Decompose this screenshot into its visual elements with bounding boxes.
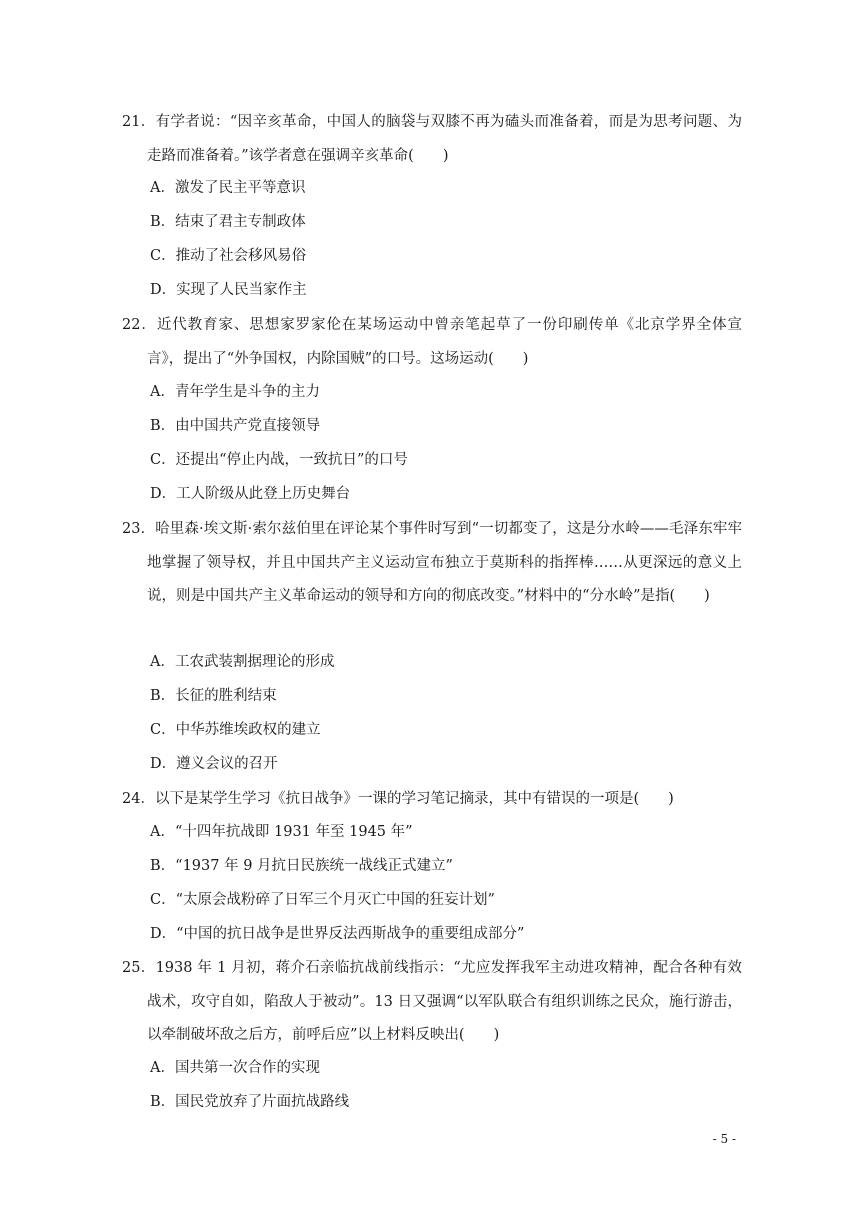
question-21 <box>122 106 742 173</box>
question-stem: 有学者说：“因辛亥革命，中国人的脑袋与双膝不再为磕头而准备着，而是为思考问题、为走路而准备着。”该学者意在强调辛亥革命( ) <box>147 114 742 164</box>
option-23-a: A．工农武装割据理论的形成 <box>150 654 335 670</box>
option-24-b: B．“1937 年 9 月抗日民族统一战线正式建立” <box>150 858 453 874</box>
option-22-c: C．还提出“停止内战，一致抗日”的口号 <box>150 452 408 468</box>
question-24 <box>122 783 742 817</box>
question-number: 23． <box>122 521 156 537</box>
option-25-a: A．国共第一次合作的实现 <box>150 1060 320 1076</box>
question-number: 22． <box>122 317 157 333</box>
option-21-a: A．激发了民主平等意识 <box>150 180 306 196</box>
option-23-b: B．长征的胜利结束 <box>150 688 277 704</box>
option-21-c: C．推动了社会移风易俗 <box>150 248 307 264</box>
page-number: - 5 - <box>712 1132 736 1146</box>
option-21-b: B．结束了君主专制政体 <box>150 214 306 230</box>
question-stem: 哈里森·埃文斯·索尔兹伯里在评论某个事件时写到“一切都变了，这是分水岭——毛泽东牢牢地掌握了领导权，并且中国共产主义运动宣布独立于莫斯科的指挥棒……从更深远的意义上说，则是中国共产主义革命运动的领导和方向的彻底改变。”材料中的“分水岭”是指( ) <box>147 521 742 604</box>
question-stem: 1938 年 1 月初，蒋介石亲临抗战前线指示：“尤应发挥我军主动进攻精神，配合各种有效战术，攻守自如，陷敌人于被动”。13 日又强调“以军队联合有组织训练之民众，施行游击，以牵制破坏敌之后方，前呼后应”以上材料反映出( ) <box>147 960 742 1043</box>
question-stem: 以下是某学生学习《抗日战争》一课的学习笔记摘录，其中有错误的一项是( ) <box>154 791 674 807</box>
option-21-d: D．实现了人民当家作主 <box>150 282 307 298</box>
option-24-a: A．“十四年抗战即 1931 年至 1945 年” <box>150 824 413 840</box>
question-number: 24． <box>122 791 155 807</box>
question-number: 25． <box>122 960 156 976</box>
option-22-d: D．工人阶级从此登上历史舞台 <box>150 486 351 502</box>
question-number: 21． <box>122 114 156 130</box>
option-22-a: A．青年学生是斗争的主力 <box>150 384 320 400</box>
option-22-b: B．由中国共产党直接领导 <box>150 418 321 434</box>
option-24-c: C．“太原会战粉碎了日军三个月灭亡中国的狂妄计划” <box>150 892 495 908</box>
option-25-b: B．国民党放弃了片面抗战路线 <box>150 1094 350 1110</box>
option-23-d: D．遵义会议的召开 <box>150 756 278 772</box>
question-22 <box>122 309 742 376</box>
question-23 <box>122 513 742 614</box>
option-23-c: C．中华苏维埃政权的建立 <box>150 722 321 738</box>
question-25 <box>122 952 742 1053</box>
question-stem: 近代教育家、思想家罗家伦在某场运动中曾亲笔起草了一份印刷传单《北京学界全体宣言》，提出了“外争国权，内除国贼”的口号。这场运动( ) <box>147 317 743 367</box>
option-24-d: D．“中国的抗日战争是世界反法西斯战争的重要组成部分” <box>150 926 525 942</box>
